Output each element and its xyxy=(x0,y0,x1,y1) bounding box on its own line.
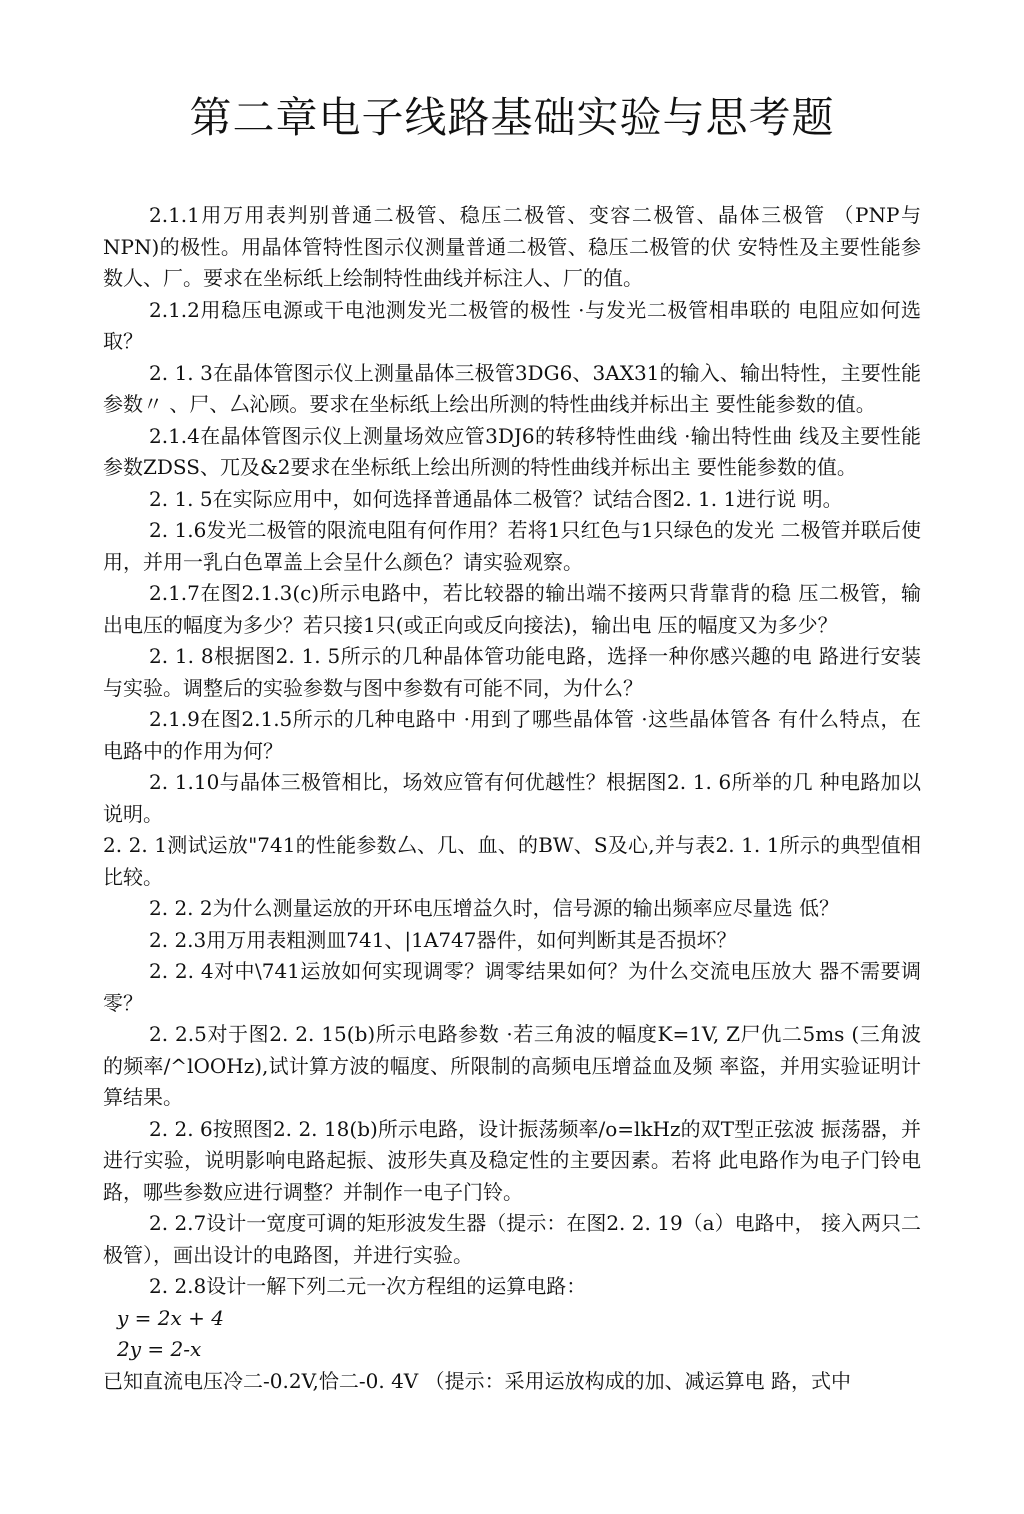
paragraph-final: 已知直流电压冷二-0.2V,恰二-0. 4V （提示：采用运放构成的加、减运算电 路，式中 xyxy=(103,1368,851,1393)
paragraph-2-1-9: 2.1.9在图2.1.5所示的几种电路中 ·用到了哪些晶体管 ·这些晶体管各 有什么特点，在电路中的作用为何？ xyxy=(103,707,921,763)
paragraph-2-1-5: 2. 1. 5在实际应用中，如何选择普通晶体二极管？试结合图2. 1. 1进行说 明。 xyxy=(149,486,843,511)
paragraph-2-2-4: 2. 2. 4对中\741运放如何实现调零？调零结果如何？为什么交流电压放大 器不需要调零？ xyxy=(103,959,921,1015)
paragraph-2-1-1: 2.1.1用万用表判别普通二极管、稳压二极管、变容二极管、晶体三极管 （PNP与NPN)的极性。用晶体管特性图示仪测量普通二极管、稳压二极管的伏 安特性及主要性能参数人、厂。要求在坐标纸上绘制特性曲线并标注人、厂的值。 xyxy=(103,203,921,290)
paragraph-2-1-4: 2.1.4在晶体管图示仪上测量场效应管3DJ6的转移特性曲线 ·输出特性曲 线及主要性能参数ZDSS、兀及&2要求在坐标纸上绘出所测的特性曲线并标出主 要性能参数的值。 xyxy=(103,423,921,479)
paragraph-2-1-3: 2. 1. 3在晶体管图示仪上测量晶体三极管3DG6、3AX31的输入、输出特性，主要性能参数〃 、尸、厶沁顾。要求在坐标纸上绘出所测的特性曲线并标出主 要性能参数的值。 xyxy=(103,360,921,416)
document-body xyxy=(103,200,921,1397)
paragraph-2-1-8: 2. 1. 8根据图2. 1. 5所示的几种晶体管功能电路，选择一种你感兴趣的电 路进行安装与实验。调整后的实验参数与图中参数有可能不同，为什么？ xyxy=(103,644,921,700)
equation-2: 2y = 2-x xyxy=(117,1337,202,1361)
page-title: 第二章电子线路基础实验与思考题 xyxy=(189,93,835,142)
paragraph-2-2-3: 2. 2.3用万用表粗测皿741、|1A747器件，如何判断其是否损坏？ xyxy=(149,927,737,952)
equation-1: y = 2x + 4 xyxy=(117,1305,224,1330)
paragraph-2-1-7: 2.1.7在图2.1.3(c)所示电路中，若比较器的输出端不接两只背靠背的稳 压二极管，输出电压的幅度为多少？若只接1只(或正向或反向接法)，输出电 压的幅度又为多少？ xyxy=(103,581,921,637)
paragraph-2-2-2: 2. 2. 2为什么测量运放的开环电压增益久时，信号源的输出频率应尽量选 低？ xyxy=(149,896,839,920)
paragraph-2-2-7: 2. 2.7设计一宽度可调的矩形波发生器（提示：在图2. 2. 19（a）电路中， 接入两只二极管），画出设计的电路图，并进行实验。 xyxy=(103,1211,921,1267)
paragraph-2-1-6: 2. 1.6发光二极管的限流电阻有何作用？若将1只红色与1只绿色的发光 二极管并联后使用，并用一乳白色罩盖上会呈什么颜色？请实验观察。 xyxy=(103,518,921,574)
paragraph-2-1-10: 2. 1.10与晶体三极管相比，场效应管有何优越性？根据图2. 1. 6所举的几 种电路加以说明。 xyxy=(103,770,921,826)
paragraph-2-2-5: 2. 2.5对于图2. 2. 15(b)所示电路参数 ·若三角波的幅度K=1V, Z尸仇二5ms (三角波的频率/^lOOHz),试计算方波的幅度、所限制的高频电压增益血及频 率盜，并用实验证明计算结果。 xyxy=(103,1022,921,1109)
paragraph-2-1-2: 2.1.2用稳压电源或干电池测发光二极管的极性 ·与发光二极管相串联的 电阻应如何选取？ xyxy=(103,297,921,353)
paragraph-2-2-6: 2. 2. 6按照图2. 2. 18(b)所示电路，设计振荡频率/o=lkHz的双T型正弦波 振荡器，并进行实验，说明影响电路起振、波形失真及稳定性的主要因素。若将 此电路作为电子门铃电路，哪些参数应进行调整？并制作一电子门铃。 xyxy=(103,1116,921,1204)
paragraph-2-2-1: 2. 2. 1测试运放"741的性能参数厶、几、血、的BW、S及心,并与表2. 1. 1所示的典型值相比较。 xyxy=(103,833,921,889)
paragraph-2-2-8: 2. 2.8设计一解下列二元一次方程组的运算电路： xyxy=(149,1274,587,1298)
